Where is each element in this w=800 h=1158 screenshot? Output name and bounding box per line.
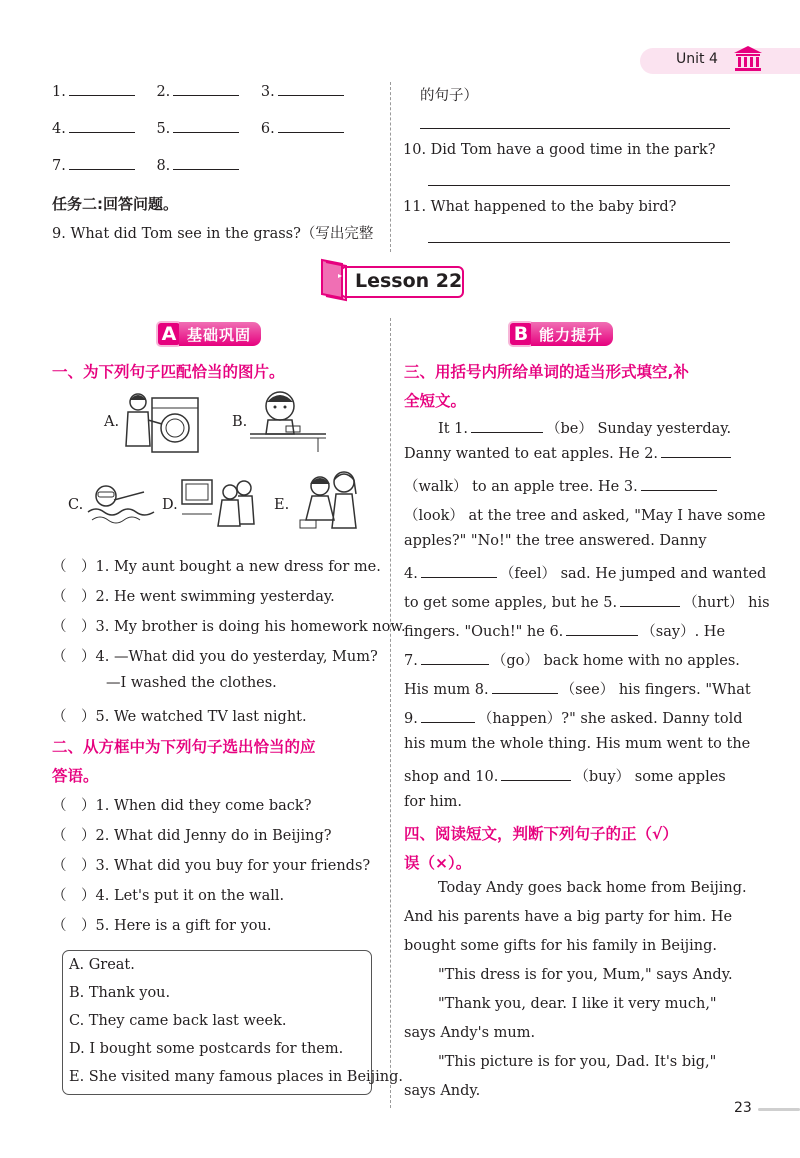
- part3-title-cont: 全短文。: [404, 392, 467, 410]
- answer-blanks: 7. 8.: [52, 158, 242, 174]
- passage-line-7: "This picture is for you, Dad. It's big,": [438, 1054, 717, 1070]
- watching-tv-picture: [178, 474, 258, 532]
- part2-item-3: （ ）3. What did you buy for your friends?: [52, 858, 371, 874]
- cloze-line-2: Danny wanted to eat apples. He 2.: [404, 446, 734, 462]
- pic-label-c: C.: [68, 497, 84, 513]
- pic-label-b: B.: [232, 414, 248, 430]
- homework-picture: [248, 388, 328, 454]
- section-a-badge: [156, 320, 261, 348]
- new-dress-picture: [296, 470, 368, 532]
- cloze-line-3: （walk） to an apple tree. He 3.: [404, 475, 720, 496]
- pic-label-a: A.: [104, 414, 120, 430]
- section-a-letter: A: [156, 321, 182, 347]
- part1-item-5: （ ）5. We watched TV last night.: [52, 709, 307, 725]
- part1-item-4-answer: —I washed the clothes.: [106, 675, 277, 691]
- swimming-picture: [84, 478, 158, 530]
- task2-heading: 任务二:回答问题。: [52, 195, 178, 213]
- passage-line-5: "Thank you, dear. I like it very much,": [438, 996, 717, 1012]
- cloze-line-4: （look） at the tree and asked, "May I have some: [404, 508, 766, 524]
- pic-label-d: D.: [162, 497, 178, 513]
- section-b-letter: B: [508, 321, 534, 347]
- option-c: C. They came back last week.: [69, 1013, 287, 1029]
- answer-line: [420, 128, 730, 129]
- cloze-line-5: apples?" "No!" the tree answered. Danny: [404, 533, 707, 549]
- part1-item-4: （ ）4. —What did you do yesterday, Mum?: [52, 649, 378, 665]
- cloze-line-11: 9. （happen）?" she asked. Danny told: [404, 711, 743, 727]
- part3-title: 三、用括号内所给单词的适当形式填空,补: [404, 363, 689, 381]
- question-11: 11. What happened to the baby bird?: [403, 199, 677, 215]
- pic-label-e: E.: [274, 497, 290, 513]
- cloze-line-12: his mum the whole thing. His mum went to the: [404, 736, 751, 752]
- column-divider-top: [390, 82, 391, 252]
- passage-line-8: says Andy.: [404, 1083, 481, 1099]
- part2-item-2: （ ）2. What did Jenny do in Beijing?: [52, 828, 332, 844]
- passage-line-1: Today Andy goes back home from Beijing.: [438, 880, 747, 896]
- question-10: 10. Did Tom have a good time in the park?: [403, 142, 716, 158]
- part1-item-2: （ ）2. He went swimming yesterday.: [52, 589, 335, 605]
- page-number: 23: [734, 1100, 752, 1116]
- book-icon: [316, 256, 352, 302]
- part4-title-cont: 误（×）。: [404, 854, 472, 872]
- part1-item-3: （ ）3. My brother is doing his homework now.: [52, 619, 406, 635]
- passage-line-3: bought some gifts for his family in Beijing.: [404, 938, 718, 954]
- section-b-label: 能力提升: [531, 322, 613, 346]
- cloze-line-1: It 1. （be） Sunday yesterday.: [438, 421, 732, 437]
- question-9: 9. What did Tom see in the grass?（写出完整: [52, 226, 374, 242]
- answer-line: [428, 185, 730, 186]
- part2-item-1: （ ）1. When did they come back?: [52, 798, 312, 814]
- option-b: B. Thank you.: [69, 985, 171, 1001]
- building-icon: [732, 42, 764, 74]
- column-divider: [390, 318, 391, 1108]
- cloze-line-9: 7. （go） back home with no apples.: [404, 653, 740, 669]
- unit-label: Unit 4: [676, 51, 718, 67]
- cloze-line-10: His mum 8. （see） his fingers. "What: [404, 682, 751, 698]
- cloze-line-6: 4. （feel） sad. He jumped and wanted: [404, 566, 767, 582]
- part2-item-4: （ ）4. Let's put it on the wall.: [52, 888, 285, 904]
- option-d: D. I bought some postcards for them.: [69, 1041, 344, 1057]
- question-9-cont: 的句子）: [420, 88, 478, 104]
- part2-title: 二、从方框中为下列句子选出恰当的应: [52, 738, 316, 756]
- section-a-label: 基础巩固: [179, 322, 261, 346]
- part2-item-5: （ ）5. Here is a gift for you.: [52, 918, 272, 934]
- options-box: [62, 950, 404, 1095]
- cloze-line-8: fingers. "Ouch!" he 6. （say）. He: [404, 624, 726, 640]
- answer-line: [428, 242, 730, 243]
- answer-blanks: 1. 2. 3.: [52, 84, 347, 100]
- page-number-rule: [758, 1108, 800, 1111]
- washing-clothes-picture: [120, 388, 202, 456]
- unit-tab: [640, 48, 800, 74]
- part1-title: 一、为下列句子匹配恰当的图片。: [52, 363, 285, 381]
- cloze-line-7: to get some apples, but he 5. （hurt） his: [404, 595, 770, 611]
- section-b-badge: [508, 320, 613, 348]
- passage-line-6: says Andy's mum.: [404, 1025, 536, 1041]
- lesson-title: Lesson 22: [355, 270, 463, 292]
- cloze-line-14: for him.: [404, 794, 462, 810]
- option-e: E. She visited many famous places in Beijing.: [69, 1069, 404, 1085]
- answer-blanks: 4. 5. 6.: [52, 121, 347, 137]
- cloze-line-13: shop and 10. （buy） some apples: [404, 769, 726, 785]
- passage-line-4: "This dress is for you, Mum," says Andy.: [438, 967, 733, 983]
- part4-title: 四、阅读短文，判断下列句子的正（√）: [404, 825, 678, 843]
- part2-title-cont: 答语。: [52, 767, 99, 785]
- part1-item-1: （ ）1. My aunt bought a new dress for me.: [52, 559, 381, 575]
- passage-line-2: And his parents have a big party for him. He: [404, 909, 733, 925]
- option-a: A. Great.: [69, 957, 135, 973]
